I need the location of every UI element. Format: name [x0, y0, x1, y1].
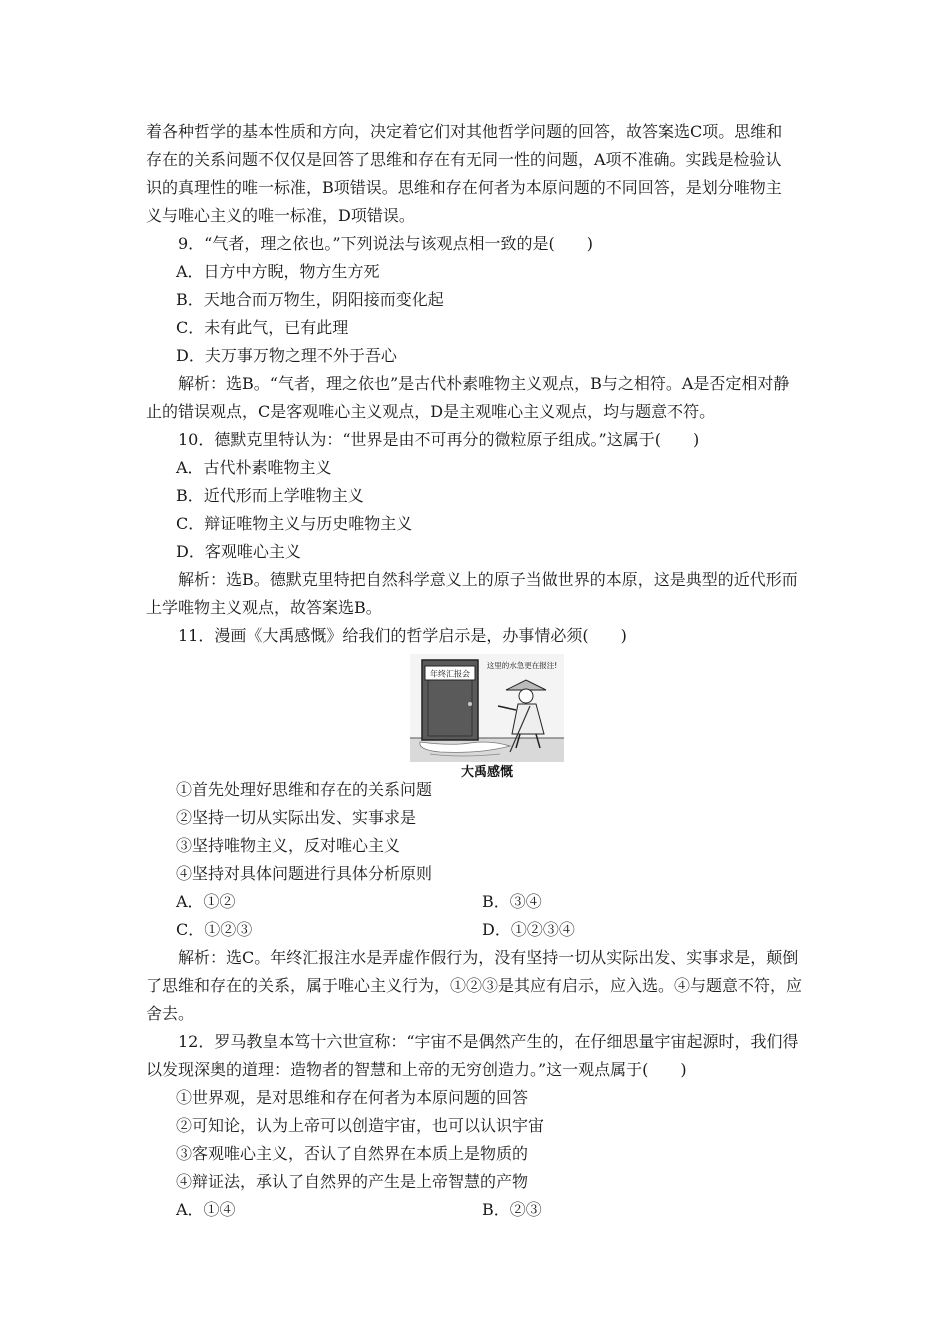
choice-row	[146, 1196, 812, 1224]
option-d: D．夫万事万物之理不外于吾心	[176, 346, 397, 365]
choice-d: D．①②③④	[482, 920, 575, 939]
choice-row	[146, 916, 812, 944]
cartoon-figure	[410, 654, 564, 780]
page-content	[146, 118, 812, 1224]
option-c: C．辩证唯物主义与历史唯物主义	[176, 514, 413, 533]
statement-4: ④坚持对具体问题进行具体分析原则	[176, 864, 433, 883]
intro-paragraph	[146, 118, 812, 230]
analysis-line: 解析：选B。“气者，理之依也”是古代朴素唯物主义观点，B与之相符。A是否定相对静	[178, 374, 790, 393]
option-b: B．近代形而上学唯物主义	[176, 486, 364, 505]
cartoon-illustration	[410, 654, 564, 762]
question-stem: 12．罗马教皇本笃十六世宣称：“宇宙不是偶然产生的，在仔细思量宇宙起源时，我们得	[178, 1032, 799, 1051]
statement-3: ③坚持唯物主义，反对唯心主义	[176, 836, 401, 855]
text-line: 着各种哲学的基本性质和方向，决定着它们对其他哲学问题的回答，故答案选C项。思维和	[146, 122, 783, 141]
statement-4: ④辩证法，承认了自然界的产生是上帝智慧的产物	[176, 1172, 529, 1191]
statement-1: ①世界观，是对思维和存在何者为本原问题的回答	[176, 1088, 529, 1107]
choice-b: B．③④	[482, 892, 542, 911]
statement-2: ②可知论，认为上帝可以创造宇宙，也可以认识宇宙	[176, 1116, 545, 1135]
option-c: C．未有此气，已有此理	[176, 318, 349, 337]
option-d: D．客观唯心主义	[176, 542, 301, 561]
analysis-line: 解析：选B。德默克里特把自然科学意义上的原子当做世界的本原，这是典型的近代形而	[178, 570, 798, 589]
question-9	[146, 230, 812, 426]
question-stem: 10．德默克里特认为：“世界是由不可再分的微粒原子组成。”这属于( )	[178, 430, 700, 449]
analysis-line: 解析：选C。年终汇报注水是弄虚作假行为，没有坚持一切从实际出发、实事求是，颠倒	[178, 948, 799, 967]
analysis-line: 了思维和存在的关系，属于唯心主义行为，①②③是其应有启示，应入选。④与题意不符，应	[146, 976, 803, 995]
cartoon-caption: 大禹感慨	[460, 765, 513, 780]
question-12	[146, 1028, 812, 1224]
question-11	[146, 622, 812, 1028]
text-line: 存在的关系问题不仅仅是回答了思维和存在有无同一性的问题，A项不准确。实践是检验认	[146, 150, 782, 169]
question-stem: 以发现深奥的道理：造物者的智慧和上帝的无穷创造力。”这一观点属于( )	[146, 1060, 687, 1079]
analysis-line: 舍去。	[146, 1004, 195, 1023]
choice-a: A．①④	[176, 1200, 236, 1219]
speech-text: 这里的水急更在报注!	[486, 661, 558, 670]
text-line: 识的真理性的唯一标准，B项错误。思维和存在何者为本原问题的不同回答，是划分唯物主	[146, 178, 782, 197]
analysis-line: 上学唯物主义观点，故答案选B。	[146, 598, 382, 617]
choice-row	[146, 888, 812, 916]
option-a: A．古代朴素唯物主义	[176, 458, 332, 477]
question-stem: 11．漫画《大禹感慨》给我们的哲学启示是，办事情必须( )	[178, 626, 627, 645]
choice-b: B．②③	[482, 1200, 542, 1219]
question-10	[146, 426, 812, 622]
question-stem: 9．“气者，理之依也。”下列说法与该观点相一致的是( )	[178, 234, 594, 253]
text-line: 义与唯心主义的唯一标准，D项错误。	[146, 206, 415, 225]
statement-1: ①首先处理好思维和存在的关系问题	[176, 780, 433, 799]
statement-3: ③客观唯心主义，否认了自然界在本质上是物质的	[176, 1144, 529, 1163]
statement-2: ②坚持一切从实际出发、实事求是	[176, 808, 417, 827]
option-a: A．日方中方睨，物方生方死	[176, 262, 380, 281]
choice-c: C．①②③	[176, 920, 253, 939]
option-b: B．天地合而万物生，阴阳接而变化起	[176, 290, 444, 309]
analysis-line: 止的错误观点，C是客观唯心主义观点，D是主观唯心主义观点，均与题意不符。	[146, 402, 716, 421]
choice-a: A．①②	[176, 892, 236, 911]
door-sign-text: 年终汇报会	[430, 669, 470, 679]
